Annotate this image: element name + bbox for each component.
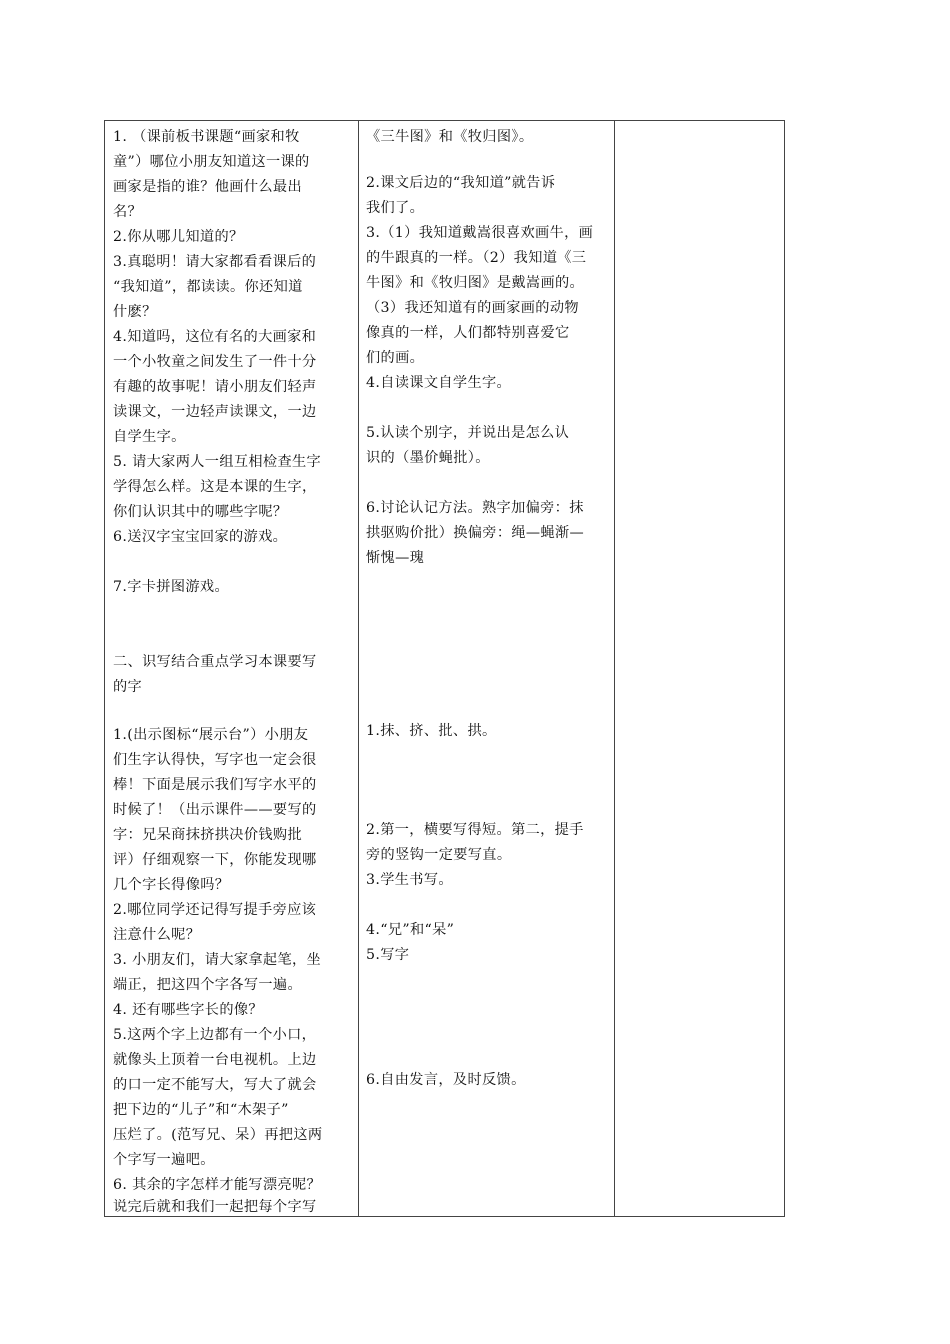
teacher-line: 压烂了。(范写兄、呆）再把这两 — [113, 1127, 323, 1143]
teacher-line: 3.真聪明！请大家都看看课后的 — [113, 254, 317, 270]
student-line: 6.自由发言，及时反馈。 — [366, 1072, 526, 1088]
teacher-line: 1. （课前板书课题“画家和牧 — [113, 129, 300, 145]
teacher-line: 2.哪位同学还记得写提手旁应该 — [113, 902, 317, 918]
teacher-line: 们生字认得快，写字也一定会很 — [113, 752, 317, 768]
teacher-line: 自学生字。 — [113, 429, 186, 445]
student-line: 2.第一，横要写得短。第二，提手 — [366, 822, 584, 838]
student-line: 拱驱购价批）换偏旁：绳—蝇渐— — [366, 525, 585, 541]
teacher-line: 个字写一遍吧。 — [113, 1152, 215, 1168]
student-line: 我们了。 — [366, 200, 425, 216]
teacher-line: 棒！下面是展示我们写字水平的 — [113, 777, 317, 793]
teacher-line: 学得怎么样。这是本课的生字， — [113, 479, 317, 495]
student-line: 5.认读个别字，并说出是怎么认 — [366, 425, 570, 441]
teacher-activity-column — [105, 121, 359, 1216]
teacher-line: 就像头上顶着一台电视机。上边 — [113, 1052, 317, 1068]
student-line: 5.写字 — [366, 947, 410, 963]
student-line: 旁的竖钩一定要写直。 — [366, 847, 512, 863]
teacher-line: 3. 小朋友们，请大家拿起笔，坐 — [113, 952, 322, 968]
teacher-line: 注意什么呢？ — [113, 927, 201, 943]
teacher-line: 你们认识其中的哪些字呢？ — [113, 504, 288, 520]
student-line: 3.（1）我知道戴嵩很喜欢画牛，画 — [366, 225, 594, 241]
teacher-line: 什麽？ — [113, 304, 157, 320]
teacher-line: 6. 其余的字怎样才能写漂亮呢？ — [113, 1177, 322, 1193]
student-line: 识的（墨价蝇批）。 — [366, 450, 490, 466]
teacher-line: 说完后就和我们一起把每个字写 — [113, 1199, 317, 1215]
teacher-line: 1.(出示图标“展示台”）小朋友 — [113, 727, 309, 743]
teacher-line: 端正，把这四个字各写一遍。 — [113, 977, 302, 993]
teacher-line: 7.字卡拼图游戏。 — [113, 579, 229, 595]
teacher-line: 2.你从哪儿知道的？ — [113, 229, 244, 245]
teacher-line: 二、识写结合重点学习本课要写 — [113, 654, 317, 670]
student-line: 像真的一样，人们都特别喜爱它 — [366, 325, 570, 341]
teacher-line: 4.知道吗，这位有名的大画家和 — [113, 329, 317, 345]
student-line: 牛图》和《牧归图》是戴嵩画的。 — [366, 275, 585, 291]
student-line: 的牛跟真的一样。（2）我知道《三 — [366, 250, 587, 266]
notes-column — [615, 121, 784, 1216]
teacher-line: 几个字长得像吗？ — [113, 877, 230, 893]
student-line: 2.课文后边的“我知道”就告诉 — [366, 175, 556, 191]
teacher-line: 字：兄呆商抹挤拱决价钱购批 — [113, 827, 302, 843]
student-line: 《三牛图》和《牧归图》。 — [366, 129, 534, 145]
teacher-line: “我知道”，都读读。你还知道 — [113, 279, 303, 295]
teacher-line: 4. 还有哪些字长的像？ — [113, 1002, 263, 1018]
student-line: 1.抹、挤、批、拱。 — [366, 723, 497, 739]
student-line: 6.讨论认记方法。熟字加偏旁：抹 — [366, 500, 584, 516]
teacher-line: 6.送汉字宝宝回家的游戏。 — [113, 529, 288, 545]
student-line: 们的画。 — [366, 350, 425, 366]
teacher-line: 名？ — [113, 204, 143, 220]
teacher-line: 5. 请大家两人一组互相检查生字 — [113, 454, 322, 470]
teacher-line: 的字 — [113, 679, 143, 695]
student-line: （3）我还知道有的画家画的动物 — [366, 300, 579, 316]
student-line: 3.学生书写。 — [366, 872, 453, 888]
teacher-line: 一个小牧童之间发生了一件十分 — [113, 354, 317, 370]
student-line: 4.自读课文自学生字。 — [366, 375, 512, 391]
teacher-line: 评）仔细观察一下，你能发现哪 — [113, 852, 317, 868]
student-line: 惭愧—瑰 — [366, 550, 425, 566]
teacher-line: 把下边的“儿子”和“木架子” — [113, 1102, 289, 1118]
teacher-line: 画家是指的谁？他画什么最出 — [113, 179, 302, 195]
teacher-line: 的口一定不能写大，写大了就会 — [113, 1077, 317, 1093]
teacher-line: 童”）哪位小朋友知道这一课的 — [113, 154, 310, 170]
lesson-plan-table — [104, 120, 785, 1217]
teacher-line: 有趣的故事呢！请小朋友们轻声 — [113, 379, 317, 395]
teacher-line: 时候了！（出示课件——要写的 — [113, 802, 317, 818]
student-activity-column — [359, 121, 615, 1216]
teacher-line: 读课文，一边轻声读课文，一边 — [113, 404, 317, 420]
student-line: 4.“兄”和“呆” — [366, 922, 455, 938]
teacher-line: 5.这两个字上边都有一个小口， — [113, 1027, 317, 1043]
